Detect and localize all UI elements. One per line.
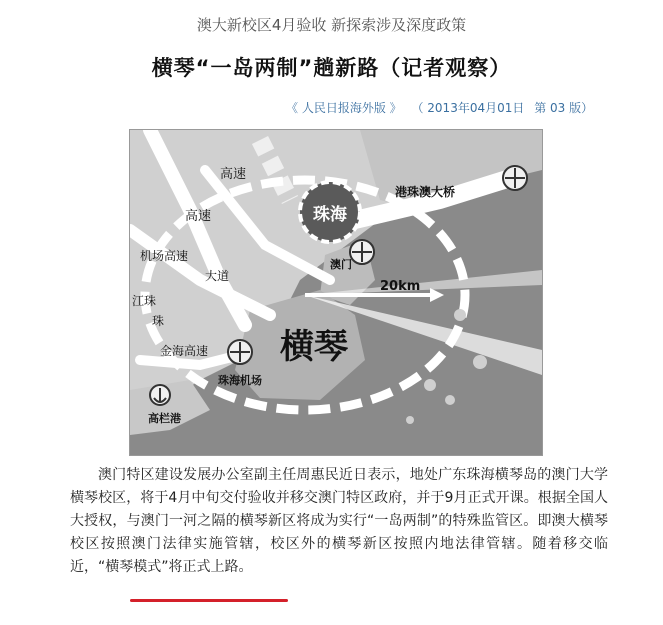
label-road-f: 江珠 xyxy=(132,294,157,308)
label-bridge: 港珠澳大桥 xyxy=(395,185,456,199)
label-airport: 珠海机场 xyxy=(218,374,262,387)
label-road-g: 金海高速 xyxy=(160,344,209,358)
label-road-d: 大道 xyxy=(205,269,230,283)
article-headline: 横琴“一岛两制”趟新路（记者观察） xyxy=(151,56,512,80)
article-kicker: 澳大新校区4月验收 新探索涉及深度政策 xyxy=(196,16,467,34)
body-text-highlight: “横琴模式”将正式上路 xyxy=(98,559,239,575)
map-islet xyxy=(454,309,466,321)
label-road-a: 高速 xyxy=(220,167,247,182)
map-svg xyxy=(130,130,542,455)
article-body xyxy=(70,464,608,579)
label-distance: 20km xyxy=(380,279,421,294)
label-zhuhai: 珠海 xyxy=(313,205,347,225)
label-macau: 澳门 xyxy=(330,258,352,271)
map-figure xyxy=(129,129,543,456)
label-road-b: 高速 xyxy=(185,209,212,224)
label-road-e: 珠 xyxy=(152,314,165,328)
label-port: 高栏港 xyxy=(148,412,181,425)
label-road-c: 机场高速 xyxy=(140,249,189,263)
map-islet xyxy=(445,395,455,405)
source-paper[interactable]: 《 人民日报海外版 》 xyxy=(286,101,402,115)
label-hengqin: 横琴 xyxy=(280,327,348,367)
map-islet xyxy=(424,379,436,391)
map-islet xyxy=(473,355,487,369)
body-text-main: 澳门特区建设发展办公室副主任周惠民近日表示，地处广东珠海横琴岛的澳门大学横琴校区，将于4月中旬交付验收并移交澳门特区政府，并于9月正式开课。根据全国人大授权，与澳门一河之隔的横琴新区将成为实行“一岛两制”的特殊监管区。即澳大横琴校区按照澳门法律实施管辖，校区外的横琴新区按照内地法律管辖。随着移交临近， xyxy=(70,467,608,575)
article-source xyxy=(286,99,599,116)
map-islet xyxy=(406,416,414,424)
highlight-underline xyxy=(130,599,288,602)
source-date: （ 2013年04月01日 xyxy=(411,101,525,115)
source-page: 第 03 版） xyxy=(534,101,594,115)
body-text-end: 。 xyxy=(238,559,253,575)
